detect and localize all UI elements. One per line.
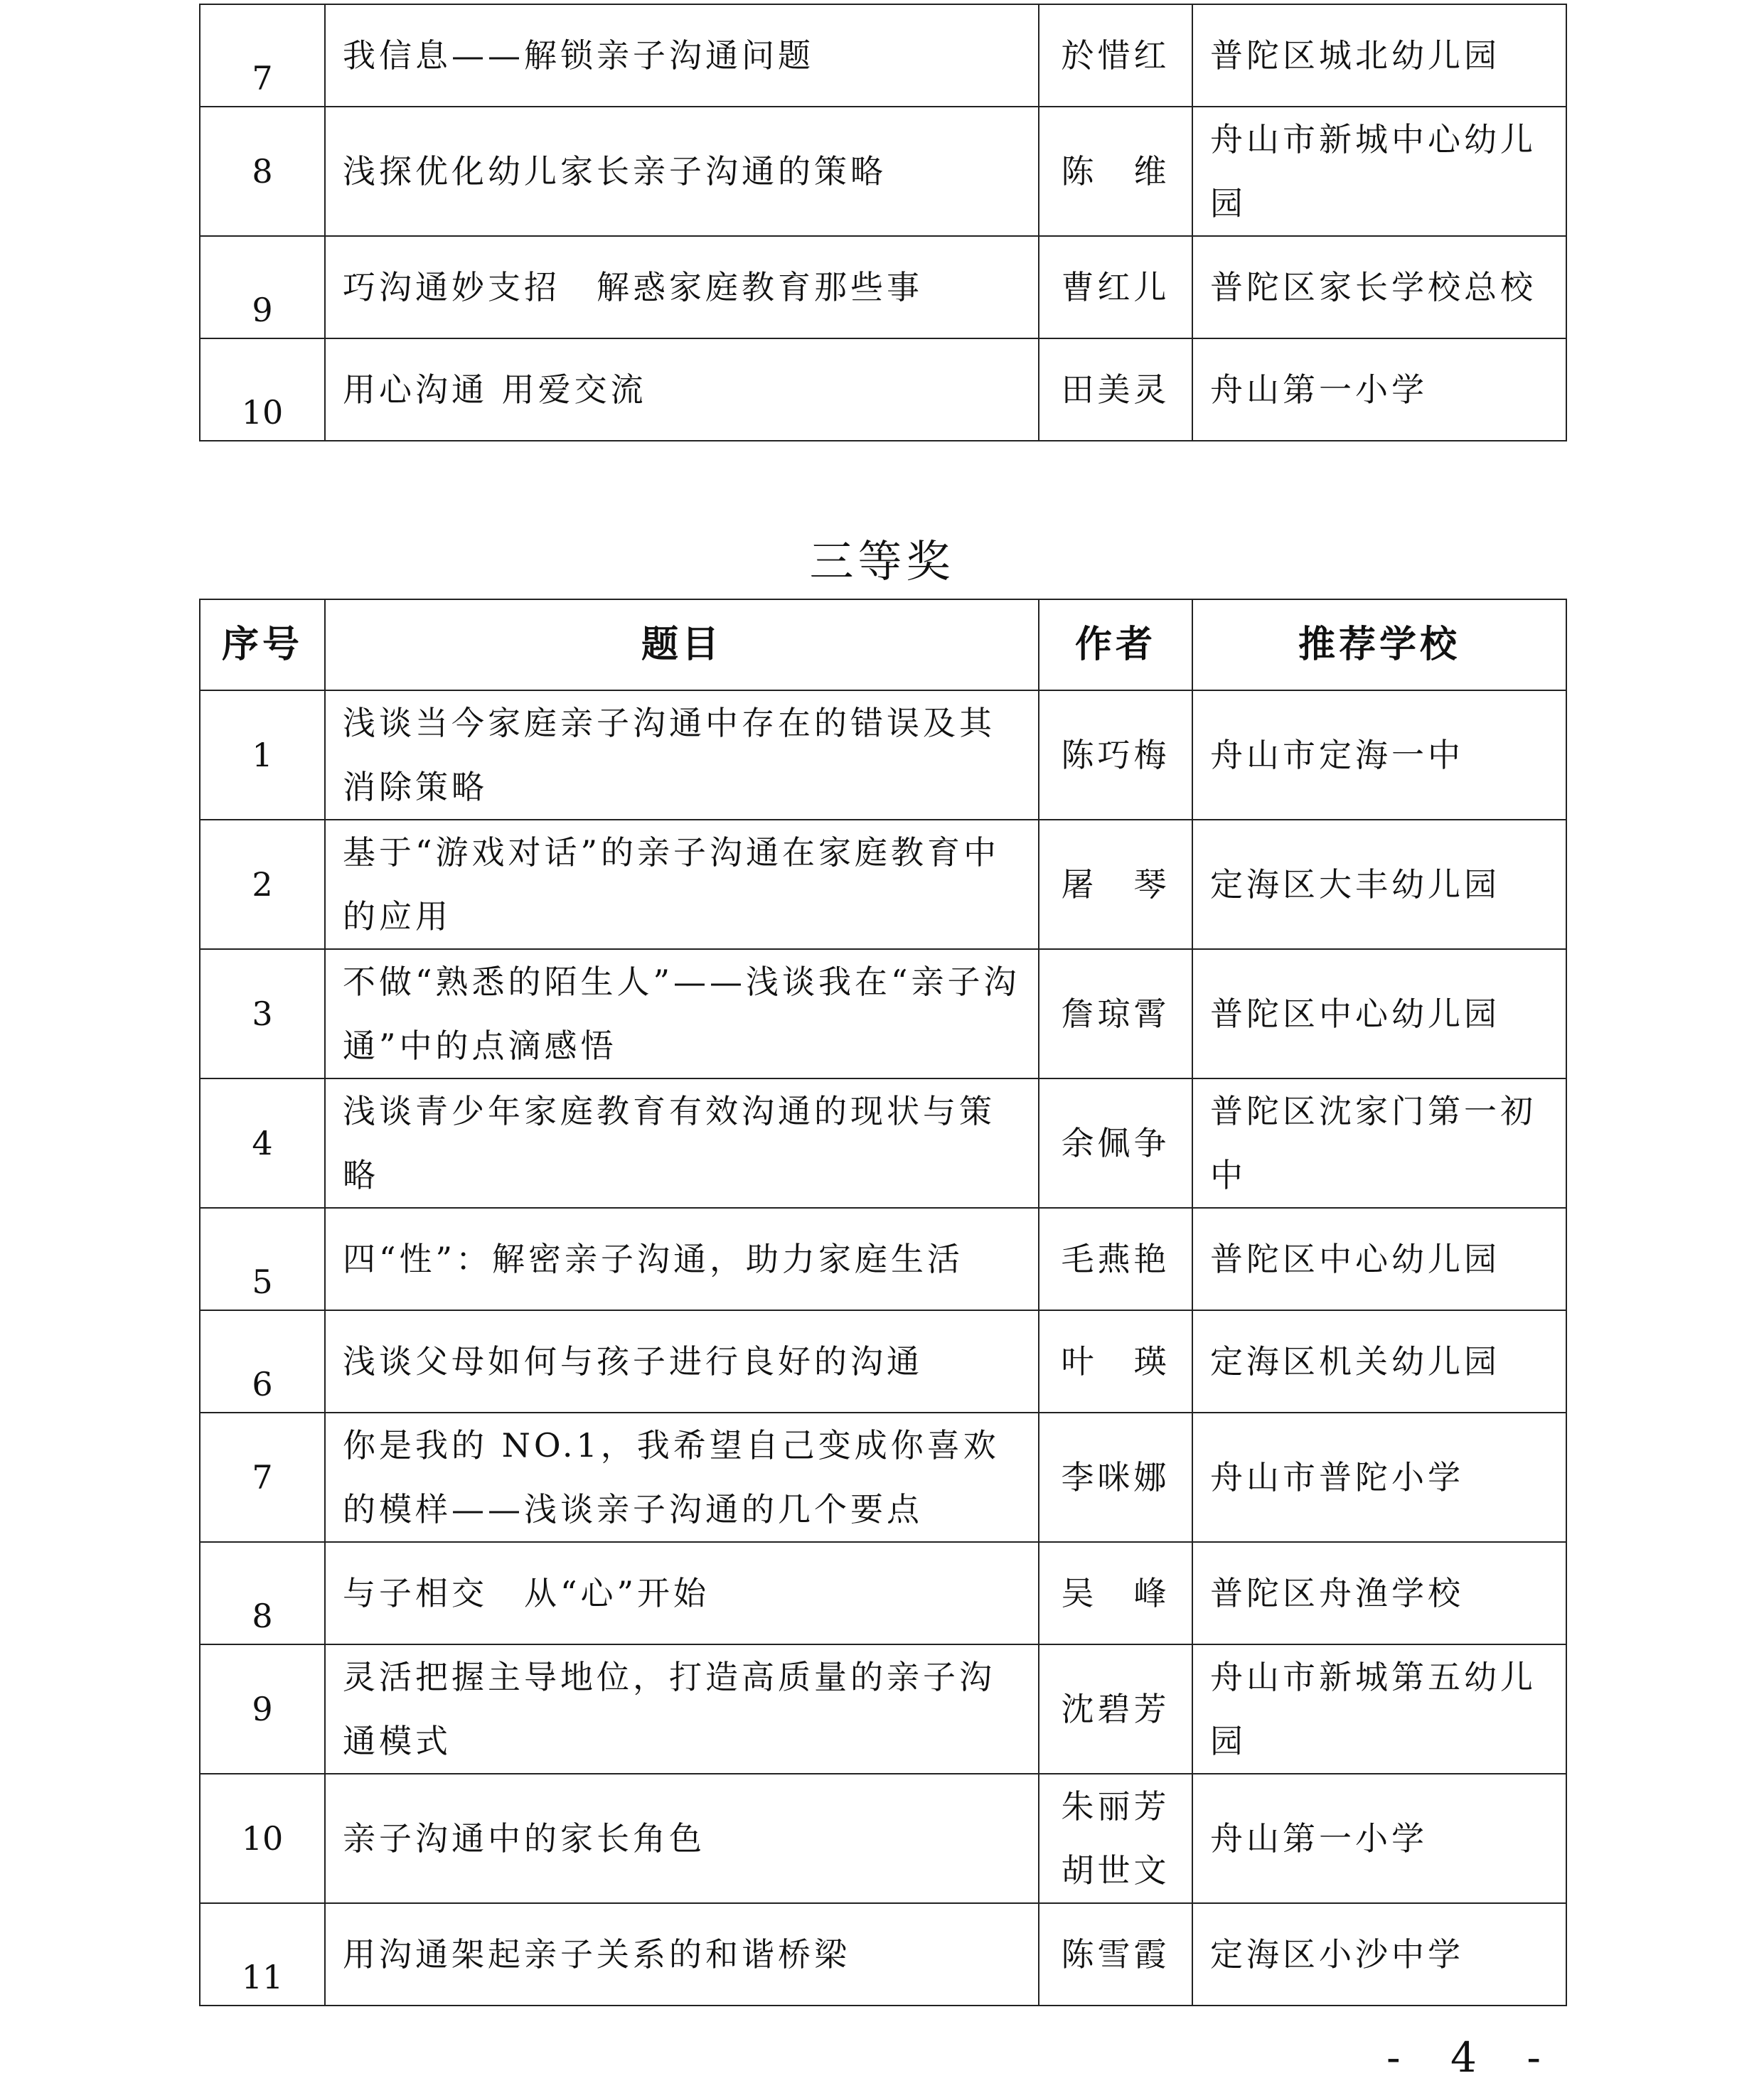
page-number: - 4 - [1386, 2033, 1559, 2082]
row-title: 灵活把握主导地位，打造高质量的亲子沟通模式 [325, 1644, 1039, 1774]
award-table-continued [199, 4, 1567, 441]
row-school: 舟山市普陀小学 [1192, 1413, 1566, 1542]
row-school: 舟山市新城第五幼儿园 [1192, 1644, 1566, 1774]
row-author: 田美灵 [1039, 338, 1192, 441]
third-prize-table [199, 599, 1567, 2006]
row-school: 定海区机关幼儿园 [1192, 1310, 1566, 1413]
row-title: 浅探优化幼儿家长亲子沟通的策略 [325, 107, 1039, 236]
row-number: 6 [200, 1310, 325, 1413]
header-author: 作者 [1039, 599, 1192, 690]
table-row [200, 1208, 1566, 1310]
table-row [200, 1413, 1566, 1542]
row-author: 陈雪霞 [1039, 1903, 1192, 2006]
row-number: 3 [200, 949, 325, 1078]
row-number: 11 [200, 1903, 325, 2006]
row-title: 浅谈当今家庭亲子沟通中存在的错误及其消除策略 [325, 690, 1039, 820]
row-number: 10 [200, 338, 325, 441]
row-author: 余佩争 [1039, 1078, 1192, 1208]
header-school: 推荐学校 [1192, 599, 1566, 690]
row-author: 吴 峰 [1039, 1542, 1192, 1644]
table-row [200, 1542, 1566, 1644]
row-number: 7 [200, 4, 325, 107]
row-number: 2 [200, 820, 325, 949]
table-row [200, 236, 1566, 338]
row-school: 定海区大丰幼儿园 [1192, 820, 1566, 949]
row-school: 舟山第一小学 [1192, 338, 1566, 441]
row-school: 普陀区中心幼儿园 [1192, 1208, 1566, 1310]
table-row [200, 4, 1566, 107]
row-number: 7 [200, 1413, 325, 1542]
row-title: 我信息——解锁亲子沟通问题 [325, 4, 1039, 107]
row-school: 普陀区沈家门第一初中 [1192, 1078, 1566, 1208]
row-title: 不做“熟悉的陌生人”——浅谈我在“亲子沟通”中的点滴感悟 [325, 949, 1039, 1078]
table-header-row [200, 599, 1566, 690]
row-school: 舟山市定海一中 [1192, 690, 1566, 820]
row-school: 舟山市新城中心幼儿园 [1192, 107, 1566, 236]
row-number: 1 [200, 690, 325, 820]
row-title: 巧沟通妙支招 解惑家庭教育那些事 [325, 236, 1039, 338]
row-school: 普陀区中心幼儿园 [1192, 949, 1566, 1078]
row-author: 詹琼霄 [1039, 949, 1192, 1078]
table-row [200, 1903, 1566, 2006]
table-row [200, 1644, 1566, 1774]
row-title: 与子相交 从“心”开始 [325, 1542, 1039, 1644]
row-number: 8 [200, 1542, 325, 1644]
row-author: 毛燕艳 [1039, 1208, 1192, 1310]
row-author: 叶 瑛 [1039, 1310, 1192, 1413]
row-school: 普陀区舟渔学校 [1192, 1542, 1566, 1644]
row-school: 舟山第一小学 [1192, 1774, 1566, 1903]
row-title: 用心沟通 用爱交流 [325, 338, 1039, 441]
row-title: 用沟通架起亲子关系的和谐桥梁 [325, 1903, 1039, 2006]
row-number: 9 [200, 1644, 325, 1774]
table-row [200, 338, 1566, 441]
row-title: 浅谈青少年家庭教育有效沟通的现状与策略 [325, 1078, 1039, 1208]
row-author: 沈碧芳 [1039, 1644, 1192, 1774]
table-row [200, 1310, 1566, 1413]
section-title: 三等奖 [809, 535, 955, 587]
header-title: 题目 [325, 599, 1039, 690]
table-row [200, 820, 1566, 949]
table-row [200, 1774, 1566, 1903]
row-number: 8 [200, 107, 325, 236]
table-row [200, 690, 1566, 820]
row-number: 5 [200, 1208, 325, 1310]
row-author: 朱丽芳胡世文 [1039, 1774, 1192, 1903]
row-author: 李咪娜 [1039, 1413, 1192, 1542]
row-author: 屠 琴 [1039, 820, 1192, 949]
row-title: 基于“游戏对话”的亲子沟通在家庭教育中的应用 [325, 820, 1039, 949]
table-row [200, 949, 1566, 1078]
row-author: 於惜红 [1039, 4, 1192, 107]
row-school: 普陀区城北幼儿园 [1192, 4, 1566, 107]
table-row [200, 107, 1566, 236]
row-author: 陈 维 [1039, 107, 1192, 236]
table-row [200, 1078, 1566, 1208]
row-school: 普陀区家长学校总校 [1192, 236, 1566, 338]
row-number: 10 [200, 1774, 325, 1903]
header-no: 序号 [200, 599, 325, 690]
row-number: 4 [200, 1078, 325, 1208]
row-title: 亲子沟通中的家长角色 [325, 1774, 1039, 1903]
row-title: 四“性”：解密亲子沟通，助力家庭生活 [325, 1208, 1039, 1310]
row-author: 曹红儿 [1039, 236, 1192, 338]
row-school: 定海区小沙中学 [1192, 1903, 1566, 2006]
row-author: 陈巧梅 [1039, 690, 1192, 820]
row-title: 浅谈父母如何与孩子进行良好的沟通 [325, 1310, 1039, 1413]
row-title: 你是我的 NO.1，我希望自己变成你喜欢的模样——浅谈亲子沟通的几个要点 [325, 1413, 1039, 1542]
row-number: 9 [200, 236, 325, 338]
